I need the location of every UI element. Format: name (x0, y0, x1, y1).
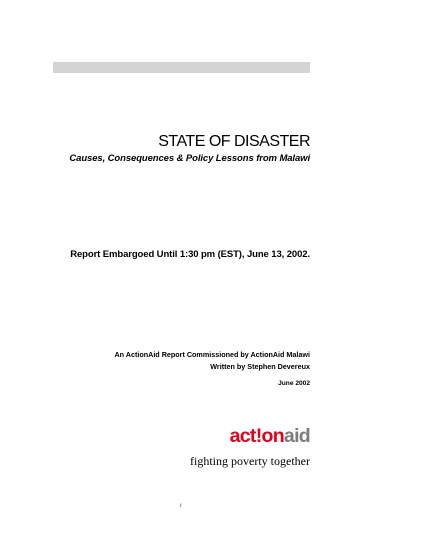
actionaid-logo (230, 425, 310, 447)
logo-part: ! (255, 425, 262, 447)
commission-line: An ActionAid Report Commissioned by ActionAid Malawi (114, 350, 310, 359)
logo-part: act (229, 425, 256, 447)
header-bar (53, 62, 310, 73)
document-subtitle: Causes, Consequences & Policy Lessons from Malawi (69, 153, 310, 164)
logo-tagline: fighting poverty together (190, 454, 310, 468)
page-number: i (180, 503, 182, 509)
embargo-notice: Report Embargoed Until 1:30 pm (EST), June 13, 2002. (70, 249, 310, 260)
logo-part: on (261, 425, 284, 447)
document-title: STATE OF DISASTER (158, 133, 310, 150)
author-line: Written by Stephen Devereux (210, 361, 310, 371)
logo-part: aid (283, 425, 310, 447)
publication-date: June 2002 (278, 380, 310, 387)
commission-block (114, 349, 310, 372)
